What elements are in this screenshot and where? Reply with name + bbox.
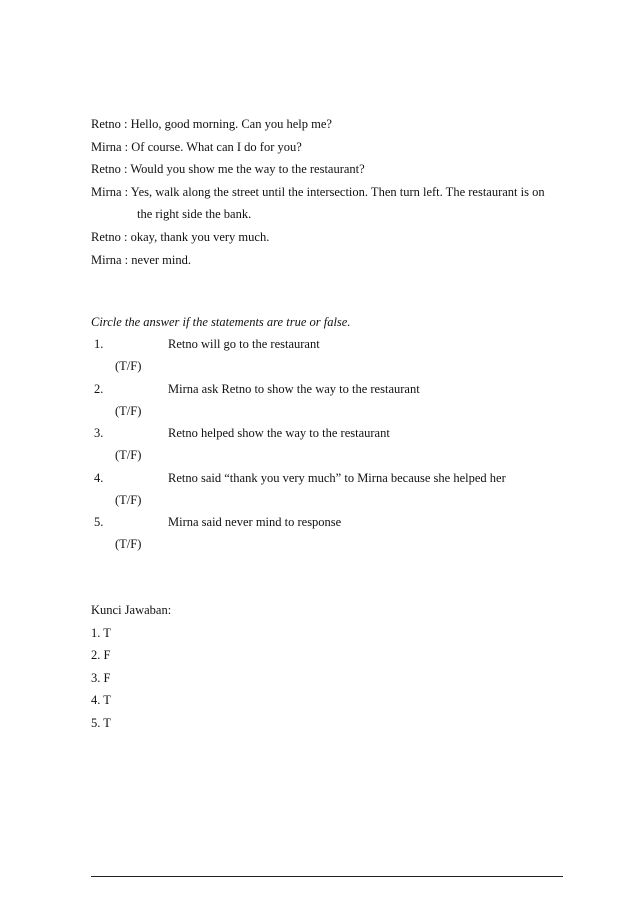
question-number: 1. — [94, 337, 104, 351]
dialog-line: Retno : Hello, good morning. Can you help me? — [91, 117, 332, 131]
question-item — [91, 468, 571, 513]
answer-key — [91, 599, 171, 735]
dialog-line: Mirna : Yes, walk along the street until the intersection. Then turn left. The restaurant is on — [91, 184, 545, 199]
question-item — [91, 379, 571, 424]
answer-key-item: 1. T — [91, 625, 111, 640]
true-false-choice: (T/F) — [115, 492, 142, 507]
dialog-line: Retno : Would you show me the way to the restaurant? — [91, 162, 365, 177]
true-false-choice: (T/F) — [115, 448, 142, 462]
question-statement: Mirna said never mind to response — [168, 515, 342, 529]
question-item — [91, 512, 571, 557]
question-statement: Retno helped show the way to the restaurant — [168, 426, 390, 440]
dialog-line: Retno : okay, thank you very much. — [91, 229, 270, 244]
question-number: 2. — [94, 381, 104, 396]
question-item — [91, 423, 571, 468]
question-number: 5. — [94, 515, 104, 529]
question-number: 3. — [94, 426, 104, 440]
answer-key-item: 5. T — [91, 715, 111, 730]
answer-key-title: Kunci Jawaban: — [91, 603, 172, 617]
answer-key-item: 3. F — [91, 670, 111, 685]
true-false-choice: (T/F) — [115, 359, 142, 373]
footer-divider — [91, 876, 563, 877]
question-item — [91, 334, 571, 379]
question-statement: Mirna ask Retno to show the way to the restaurant — [168, 381, 420, 396]
question-statement: Retno will go to the restaurant — [168, 337, 320, 351]
true-false-choice: (T/F) — [115, 403, 142, 418]
dialog-section — [91, 113, 571, 271]
question-statement: Retno said “thank you very much” to Mirna because she helped her — [168, 470, 506, 485]
question-number: 4. — [94, 470, 104, 485]
exercise-instructions: Circle the answer if the statements are true or false. — [91, 315, 351, 329]
answer-key-item: 4. T — [91, 693, 111, 708]
dialog-line-continuation: the right side the bank. — [137, 207, 252, 222]
dialog-line: Mirna : Of course. What can I do for you? — [91, 139, 302, 154]
true-false-choice: (T/F) — [115, 537, 142, 551]
question-list — [91, 334, 571, 557]
answer-key-item: 2. F — [91, 648, 111, 663]
dialog-line: Mirna : never mind. — [91, 252, 191, 267]
